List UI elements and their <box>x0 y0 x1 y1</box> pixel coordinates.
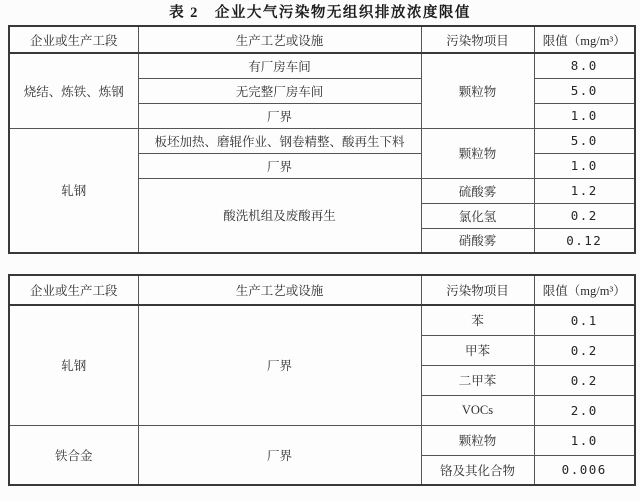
cell-limit: 0.2 <box>534 203 635 228</box>
table-row <box>9 305 635 335</box>
col-header-enterprise: 企业或生产工段 <box>9 26 138 53</box>
cell-pollutant: 铬及其化合物 <box>421 455 534 485</box>
emission-limits-table-2 <box>8 274 636 486</box>
cell-pollutant: 氯化氢 <box>421 203 534 228</box>
cell-process: 有厂房车间 <box>138 53 421 78</box>
cell-pollutant: 硝酸雾 <box>421 228 534 253</box>
col-header-enterprise: 企业或生产工段 <box>9 275 138 305</box>
cell-limit: 1.0 <box>534 425 635 455</box>
cell-limit: 5.0 <box>534 78 635 103</box>
cell-process: 板坯加热、磨辊作业、钢卷精整、酸再生下料 <box>138 128 421 153</box>
cell-pollutant: 颗粒物 <box>421 53 534 128</box>
cell-limit: 1.0 <box>534 103 635 128</box>
cell-enterprise: 铁合金 <box>9 425 138 485</box>
cell-pollutant: 苯 <box>421 305 534 335</box>
cell-enterprise: 轧钢 <box>9 128 138 253</box>
cell-pollutant: 甲苯 <box>421 335 534 365</box>
cell-process: 厂界 <box>138 153 421 178</box>
cell-pollutant: 颗粒物 <box>421 425 534 455</box>
cell-enterprise: 烧结、炼铁、炼钢 <box>9 53 138 128</box>
cell-pollutant: VOCs <box>421 395 534 425</box>
table-header-row <box>9 275 635 305</box>
cell-process: 酸洗机组及废酸再生 <box>138 178 421 253</box>
cell-process: 厂界 <box>138 305 421 425</box>
cell-pollutant: 硫酸雾 <box>421 178 534 203</box>
table-row <box>9 425 635 455</box>
page-title: 表 2 企业大气污染物无组织排放浓度限值 <box>169 5 471 21</box>
cell-process: 厂界 <box>138 425 421 485</box>
cell-limit: 0.2 <box>534 335 635 365</box>
col-header-limit: 限值（mg/m³） <box>534 26 635 53</box>
cell-limit: 1.2 <box>534 178 635 203</box>
cell-limit: 2.0 <box>534 395 635 425</box>
cell-limit: 8.0 <box>534 53 635 78</box>
cell-limit: 0.1 <box>534 305 635 335</box>
table-row <box>9 53 635 78</box>
table-header-row <box>9 26 635 53</box>
cell-limit: 5.0 <box>534 128 635 153</box>
cell-pollutant: 颗粒物 <box>421 128 534 178</box>
cell-limit: 0.006 <box>534 455 635 485</box>
cell-limit: 1.0 <box>534 153 635 178</box>
emission-limits-table-1 <box>8 25 636 254</box>
col-header-pollutant: 污染物项目 <box>421 275 534 305</box>
table-row <box>9 128 635 153</box>
cell-limit: 0.12 <box>534 228 635 253</box>
col-header-limit: 限值（mg/m³） <box>534 275 635 305</box>
col-header-pollutant: 污染物项目 <box>421 26 534 53</box>
cell-process: 厂界 <box>138 103 421 128</box>
col-header-process: 生产工艺或设施 <box>138 275 421 305</box>
cell-limit: 0.2 <box>534 365 635 395</box>
col-header-process: 生产工艺或设施 <box>138 26 421 53</box>
cell-process: 无完整厂房车间 <box>138 78 421 103</box>
cell-enterprise: 轧钢 <box>9 305 138 425</box>
cell-pollutant: 二甲苯 <box>421 365 534 395</box>
